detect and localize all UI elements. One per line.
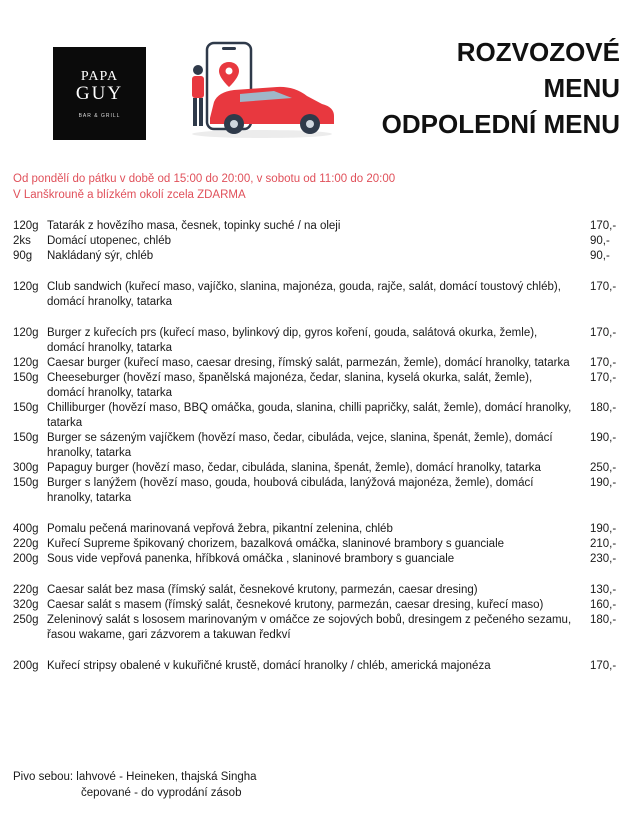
item-weight: 200g (13, 553, 39, 565)
logo-line1: PAPA (80, 69, 119, 84)
beer-note (13, 769, 257, 801)
item-description: Cheeseburger (hovězí maso, španělská majonéza, čedar, slanina, kyselá okurka, salát, žemle), domácí hranolky, tatarka (47, 372, 533, 399)
item-price: 180,- (590, 402, 617, 414)
item-weight: 120g (13, 327, 39, 339)
item-description: Papaguy burger (hovězí maso, čedar, cibuláda, slanina, špenát, žemle), domácí hranolky, tatarka (47, 462, 541, 474)
menu-title (382, 34, 620, 142)
item-price: 170,- (590, 327, 617, 339)
item-price: 210,- (590, 538, 617, 550)
notice-line2: V Lanškrouně a blízkém okolí zcela ZDARMA (13, 189, 246, 201)
item-price: 130,- (590, 584, 617, 596)
item-weight: 2ks (13, 235, 31, 247)
person-figure (192, 65, 204, 126)
menu-item (13, 598, 620, 613)
item-description: Club sandwich (kuřecí maso, vajíčko, slanina, majonéza, gouda, rajče, salát, domácí toustový chléb), domácí hranolky, tatarka (47, 281, 561, 308)
title-line1: ROZVOZOVÉ (456, 37, 620, 67)
menu-item (13, 537, 620, 552)
footer-line2: čepované - do vyprodání zásob (81, 787, 242, 799)
menu-item (13, 431, 620, 461)
item-price: 170,- (590, 660, 617, 672)
delivery-notice (13, 171, 395, 203)
item-price: 230,- (590, 553, 617, 565)
item-weight: 300g (13, 462, 39, 474)
item-description: Pomalu pečená marinovaná vepřová žebra, pikantní zelenina, chléb (47, 523, 393, 535)
notice-line1: Od pondělí do pátku v době od 15:00 do 20:00, v sobotu od 11:00 do 20:00 (13, 173, 396, 185)
menu-item (13, 219, 620, 234)
car-icon (210, 87, 334, 134)
delivery-illustration (182, 40, 337, 140)
menu-item (13, 552, 620, 567)
item-description: Zeleninový salát s lososem marinovaným v omáčce ze sojových bobů, dresingem z pečeného sezamu, řasou wakame, gari zázvorem a takuwan ředkví (47, 614, 572, 641)
item-weight: 150g (13, 402, 39, 414)
item-weight: 90g (13, 250, 33, 262)
item-description: Tatarák z hovězího masa, česnek, topinky suché / na oleji (47, 220, 341, 232)
item-price: 170,- (590, 357, 617, 369)
item-weight: 220g (13, 538, 39, 550)
logo-tagline: BAR & GRILL (78, 113, 121, 119)
item-price: 170,- (590, 220, 617, 232)
menu-item (13, 401, 620, 431)
item-weight: 150g (13, 432, 39, 444)
menu-item (13, 613, 620, 643)
item-price: 190,- (590, 523, 617, 535)
item-weight: 150g (13, 372, 39, 384)
item-weight: 120g (13, 281, 39, 293)
menu-item (13, 659, 620, 674)
item-description: Chilliburger (hovězí maso, BBQ omáčka, gouda, slanina, chilli papričky, salát, žemle), domácí hranolky, tatarka (47, 402, 572, 429)
item-price: 190,- (590, 477, 617, 489)
menu-item (13, 326, 620, 356)
item-price: 180,- (590, 614, 617, 626)
item-price: 250,- (590, 462, 617, 474)
menu-item (13, 522, 620, 537)
menu-item (13, 476, 620, 506)
item-price: 90,- (590, 235, 610, 247)
menu-item (13, 234, 620, 249)
item-weight: 320g (13, 599, 39, 611)
title-line2: MENU (543, 73, 620, 103)
item-description: Caesar salát bez masa (římský salát, česnekové krutony, parmezán, caesar dresing) (47, 584, 478, 596)
item-weight: 120g (13, 220, 39, 232)
menu-list (13, 219, 620, 674)
item-weight: 200g (13, 660, 39, 672)
item-price: 170,- (590, 372, 617, 384)
item-description: Kuřecí stripsy obalené v kukuřičné krustě, domácí hranolky / chléb, americká majonéza (47, 660, 491, 672)
logo (53, 47, 146, 140)
logo-line2: GUY (75, 83, 124, 104)
item-weight: 150g (13, 477, 39, 489)
item-description: Caesar burger (kuřecí maso, caesar dresing, římský salát, parmezán, žemle), domácí hranolky, tatarka (47, 357, 570, 369)
item-description: Nakládaný sýr, chléb (47, 250, 154, 262)
item-description: Burger s lanýžem (hovězí maso, gouda, houbová cibuláda, lanýžová majonéza, žemle), domácí hranolky, tatarka (47, 477, 534, 504)
item-description: Domácí utopenec, chléb (47, 235, 172, 247)
menu-item (13, 280, 620, 310)
item-description: Burger z kuřecích prs (kuřecí maso, bylinkový dip, gyros koření, gouda, salátová okurka, žemle), domácí hranolky, tatarka (47, 327, 538, 354)
item-weight: 250g (13, 614, 39, 626)
item-price: 170,- (590, 281, 617, 293)
item-description: Kuřecí Supreme špikovaný chorizem, bazalková omáčka, slaninové brambory s guanciale (47, 538, 505, 550)
item-weight: 120g (13, 357, 39, 369)
menu-item (13, 583, 620, 598)
title-line3: ODPOLEDNÍ MENU (381, 109, 620, 139)
item-weight: 400g (13, 523, 39, 535)
item-price: 190,- (590, 432, 617, 444)
item-price: 160,- (590, 599, 617, 611)
item-weight: 220g (13, 584, 39, 596)
item-description: Caesar salát s masem (římský salát, česnekové krutony, parmezán, caesar dresing, kuřecí maso) (47, 599, 544, 611)
menu-item (13, 249, 620, 264)
item-price: 90,- (590, 250, 610, 262)
menu-item (13, 356, 620, 371)
menu-item (13, 371, 620, 401)
item-description: Burger se sázeným vajíčkem (hovězí maso, čedar, cibuláda, vejce, slanina, špenát, žemle), domácí hranolky, tatarka (47, 432, 553, 459)
menu-item (13, 461, 620, 476)
footer-line1: Pivo sebou: lahvové - Heineken, thajská Singha (13, 771, 257, 783)
item-description: Sous vide vepřová panenka, hříbková omáčka , slaninové brambory s guanciale (47, 553, 455, 565)
